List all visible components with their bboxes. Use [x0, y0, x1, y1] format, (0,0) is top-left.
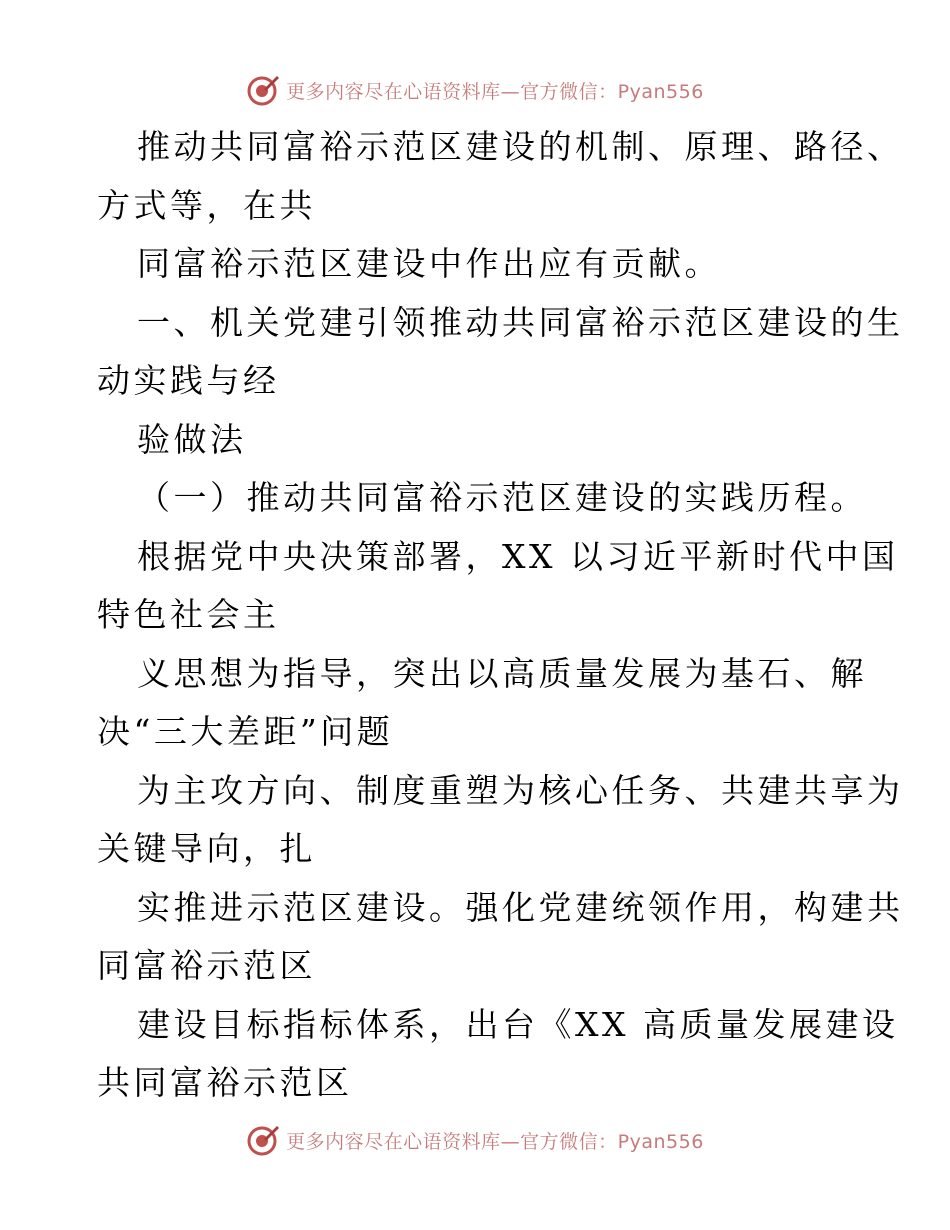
watermark-text: 更多内容尽在心语资料库—官方微信：Pyan556	[286, 80, 704, 103]
watermark-header	[0, 70, 950, 110]
watermark-footer	[0, 1120, 950, 1160]
text-line: 验做法	[137, 419, 247, 459]
text-line: 建设目标指标体系，出台《XX 高质量发展建设	[137, 1004, 899, 1044]
text-line: 推动共同富裕示范区建设的机制、原理、路径、	[137, 127, 904, 166]
quill-logo-icon	[246, 1123, 280, 1157]
text-line: 根据党中央决策部署，XX 以习近平新时代中国	[137, 536, 899, 576]
text-line: 为主攻方向、制度重塑为核心任务、共建共享为	[137, 770, 904, 810]
text-line: 共同富裕示范区	[97, 1063, 353, 1102]
text-line: 一、机关党建引领推动共同富裕示范区建设的生	[137, 302, 904, 342]
watermark-text: 更多内容尽在心语资料库—官方微信：Pyan556	[286, 1130, 704, 1153]
text-line: 同富裕示范区	[97, 946, 316, 985]
document-body	[97, 118, 904, 1113]
text-line: 特色社会主	[97, 595, 280, 634]
text-line: 方式等，在共	[97, 185, 316, 225]
text-line: 决“三大差距”问题	[97, 712, 394, 751]
text-line: 动实践与经	[97, 361, 280, 400]
text-line: 义思想为指导，突出以高质量发展为基石、解	[137, 653, 867, 693]
quill-logo-icon	[246, 73, 280, 107]
text-line: 关键导向，扎	[97, 829, 316, 868]
text-line: （一）推动共同富裕示范区建设的实践历程。	[137, 478, 867, 517]
text-line: 实推进示范区建设。强化党建统领作用，构建共	[137, 887, 904, 927]
text-line: 同富裕示范区建设中作出应有贡献。	[137, 244, 721, 283]
